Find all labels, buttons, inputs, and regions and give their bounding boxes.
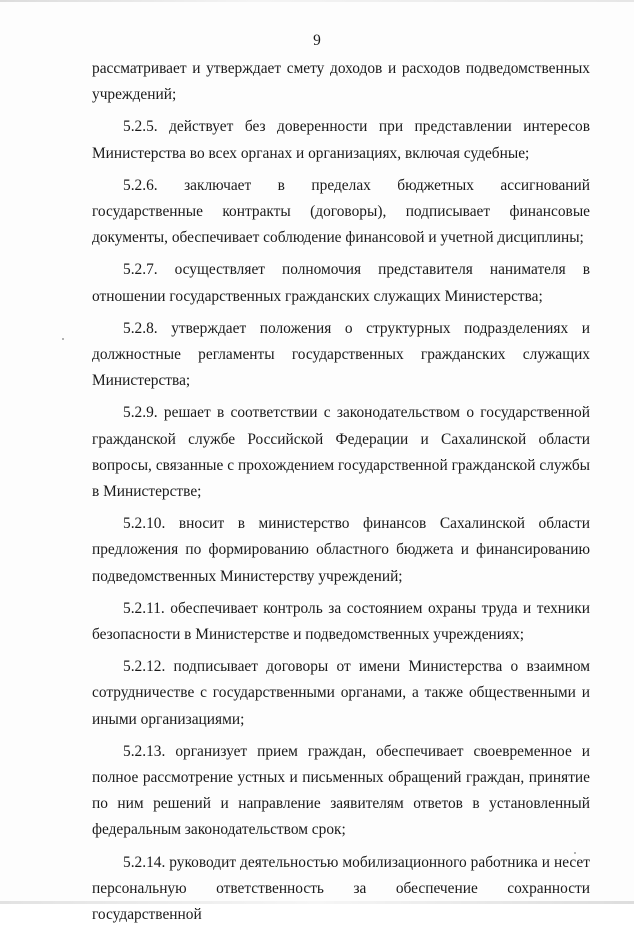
paragraph-5-2-7: 5.2.7. осуществляет полномочия представителя нанимателя в отношении государственных гражданских служащих Министерства; [92,261,590,305]
paragraph-5-2-10: 5.2.10. вносит в министерство финансов Сахалинской области предложения по формированию областного бюджета и финансированию подведомственных Министерству учреждений; [92,515,590,585]
paragraph-continuation: рассматривает и утверждает смету доходов и расходов подведомственных учреждений; [92,60,590,104]
page-number: 9 [313,32,321,49]
paragraph-5-2-13: 5.2.13. организует прием граждан, обеспечивает своевременное и полное рассмотрение устных и письменных обращений граждан, принятие по ним решений и направление заявителям ответов в установленный федеральным законодательством срок; [92,742,590,839]
paragraph-5-2-5: 5.2.5. действует без доверенности при представлении интересов Министерства во всех органах и организациях, включая судебные; [92,118,590,162]
paragraph-5-2-11: 5.2.11. обеспечивает контроль за состоянием охраны труда и техники безопасности в Министерстве и подведомственных учреждениях; [92,599,590,644]
scan-speck [574,852,576,854]
paragraph-5-2-6: 5.2.6. заключает в пределах бюджетных ассигнований государственные контракты (договоры), подписывает финансовые документы, обеспечивает соблюдение финансовой и учетной дисциплины; [92,176,590,247]
paragraph-5-2-9: 5.2.9. решает в соответствии с законодательством о государственной гражданской службе Российской Федерации и Сахалинской области вопросы, связанные с прохождением государственной гражданской службы в Министерстве; [92,404,590,501]
document-body [92,56,590,934]
paragraph-5-2-14: 5.2.14. руководит деятельностью мобилизационного работника и несет персональную ответственность за обеспечение сохранности государственной [92,853,590,924]
paragraph-5-2-8: 5.2.8. утверждает положения о структурных подразделениях и должностные регламенты государственных гражданских служащих Министерства; [92,319,590,390]
scan-top-edge [0,0,634,2]
scan-speck [62,338,64,340]
paragraph-5-2-12: 5.2.12. подписывает договоры от имени Министерства о взаимном сотрудничестве с государственными органами, а также общественными и иными организациями; [92,658,590,728]
